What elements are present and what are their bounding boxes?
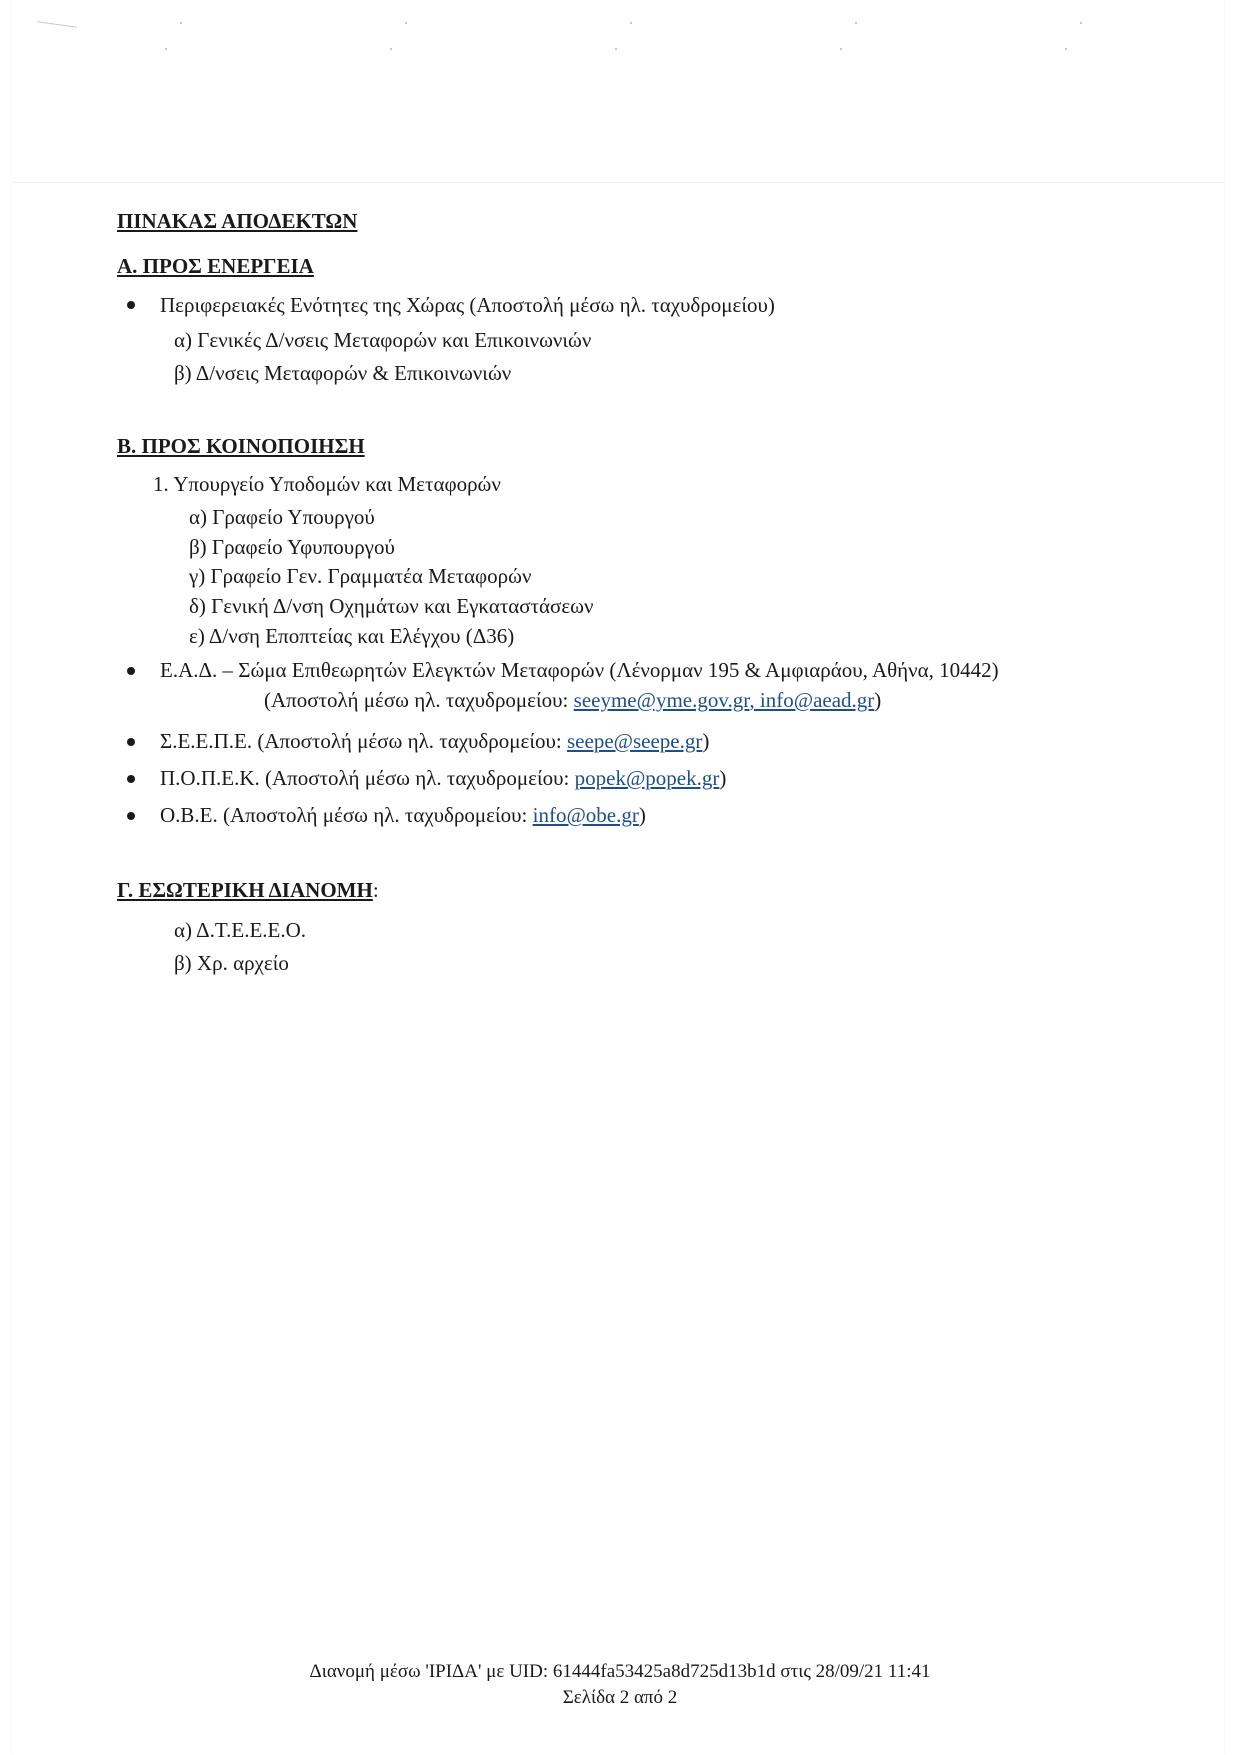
ead-email-line bbox=[264, 687, 881, 713]
scan-artifact bbox=[180, 22, 182, 24]
seepe-text: Σ.Ε.Ε.Π.Ε. (Αποστολή μέσω ηλ. ταχυδρομείου: bbox=[160, 729, 567, 753]
email-link-obe[interactable]: info@obe.gr bbox=[532, 803, 639, 827]
section-a-subitem: α) Γενικές Δ/νσεις Μεταφορών και Επικοινωνιών bbox=[174, 328, 592, 352]
section-c-colon: : bbox=[372, 878, 379, 902]
document-title: ΠΙΝΑΚΑΣ ΑΠΟΔΕΚΤΩΝ bbox=[117, 209, 358, 233]
scan-artifact bbox=[165, 48, 167, 50]
obe-text: Ο.Β.Ε. (Αποστολή μέσω ηλ. ταχυδρομείου: bbox=[160, 803, 533, 827]
scan-artifact bbox=[1080, 22, 1082, 24]
section-b-subitem: γ) Γραφείο Γεν. Γραμματέα Μεταφορών bbox=[189, 564, 532, 588]
section-c-heading: Γ. ΕΣΩΤΕΡΙΚΗ ΔΙΑΝΟΜΗ bbox=[117, 878, 373, 902]
obe-suffix: ) bbox=[638, 803, 646, 827]
bullet-icon bbox=[127, 667, 135, 675]
section-b-numbered-item: 1. Υπουργείο Υποδομών και Μεταφορών bbox=[153, 472, 501, 496]
section-b-subitem: α) Γραφείο Υπουργού bbox=[189, 505, 375, 529]
scan-artifact bbox=[390, 48, 392, 50]
scan-artifact bbox=[615, 48, 617, 50]
email-separator: , bbox=[749, 688, 760, 712]
section-b-heading: Β. ΠΡΟΣ ΚΟΙΝΟΠΟΙΗΣΗ bbox=[117, 434, 365, 458]
email-link-seepe[interactable]: seepe@seepe.gr bbox=[567, 729, 703, 753]
bullet-icon bbox=[127, 301, 135, 309]
footer-page-number: Σελίδα 2 από 2 bbox=[562, 1687, 678, 1708]
email-link-seeyme[interactable]: seeyme@yme.gov.gr bbox=[573, 688, 750, 712]
bullet-icon bbox=[127, 812, 135, 820]
ead-line: Ε.Α.Δ. – Σώμα Επιθεωρητών Ελεγκτών Μεταφορών (Λένορμαν 195 & Αμφιαράου, Αθήνα, 10442) bbox=[160, 658, 999, 682]
scan-artifact bbox=[12, 182, 1224, 183]
popek-text: Π.Ο.Π.Ε.Κ. (Αποστολή μέσω ηλ. ταχυδρομείου: bbox=[160, 766, 575, 790]
scan-artifact bbox=[1065, 48, 1067, 50]
email-link-popek[interactable]: popek@popek.gr bbox=[574, 766, 720, 790]
ead-email-suffix: ) bbox=[874, 688, 882, 712]
seepe-suffix: ) bbox=[702, 729, 710, 753]
footer-distribution: Διανομή μέσω 'ΙΡΙΔΑ' με UID: 61444fa53425a8d725d13b1d στις 28/09/21 11:41 bbox=[309, 1661, 931, 1682]
email-link-aead[interactable]: info@aead.gr bbox=[759, 688, 875, 712]
scan-artifact bbox=[405, 22, 407, 24]
obe-line bbox=[160, 802, 646, 828]
section-a-subitem: β) Δ/νσεις Μεταφορών & Επικοινωνιών bbox=[174, 361, 512, 385]
section-c-subitem: α) Δ.Τ.Ε.Ε.Ε.Ο. bbox=[174, 918, 307, 942]
scan-artifact bbox=[855, 22, 857, 24]
section-a-heading: Α. ΠΡΟΣ ΕΝΕΡΓΕΙΑ bbox=[117, 254, 314, 278]
section-c-subitem: β) Χρ. αρχείο bbox=[174, 951, 289, 975]
section-b-subitem: δ) Γενική Δ/νση Οχημάτων και Εγκαταστάσεων bbox=[189, 594, 594, 618]
bullet-icon bbox=[127, 775, 135, 783]
section-c-heading-line bbox=[117, 877, 379, 903]
section-a-item: Περιφερειακές Ενότητες της Χώρας (Αποστολή μέσω ηλ. ταχυδρομείου) bbox=[160, 293, 775, 317]
popek-line bbox=[160, 765, 726, 791]
section-b-subitem: ε) Δ/νση Εποπτείας και Ελέγχου (Δ36) bbox=[189, 624, 515, 648]
popek-suffix: ) bbox=[719, 766, 727, 790]
scan-artifact bbox=[840, 48, 842, 50]
section-b-subitem: β) Γραφείο Υφυπουργού bbox=[189, 535, 395, 559]
seepe-line bbox=[160, 728, 709, 754]
bullet-icon bbox=[127, 738, 135, 746]
ead-email-prefix: (Αποστολή μέσω ηλ. ταχυδρομείου: bbox=[264, 688, 574, 712]
scan-artifact bbox=[630, 22, 632, 24]
